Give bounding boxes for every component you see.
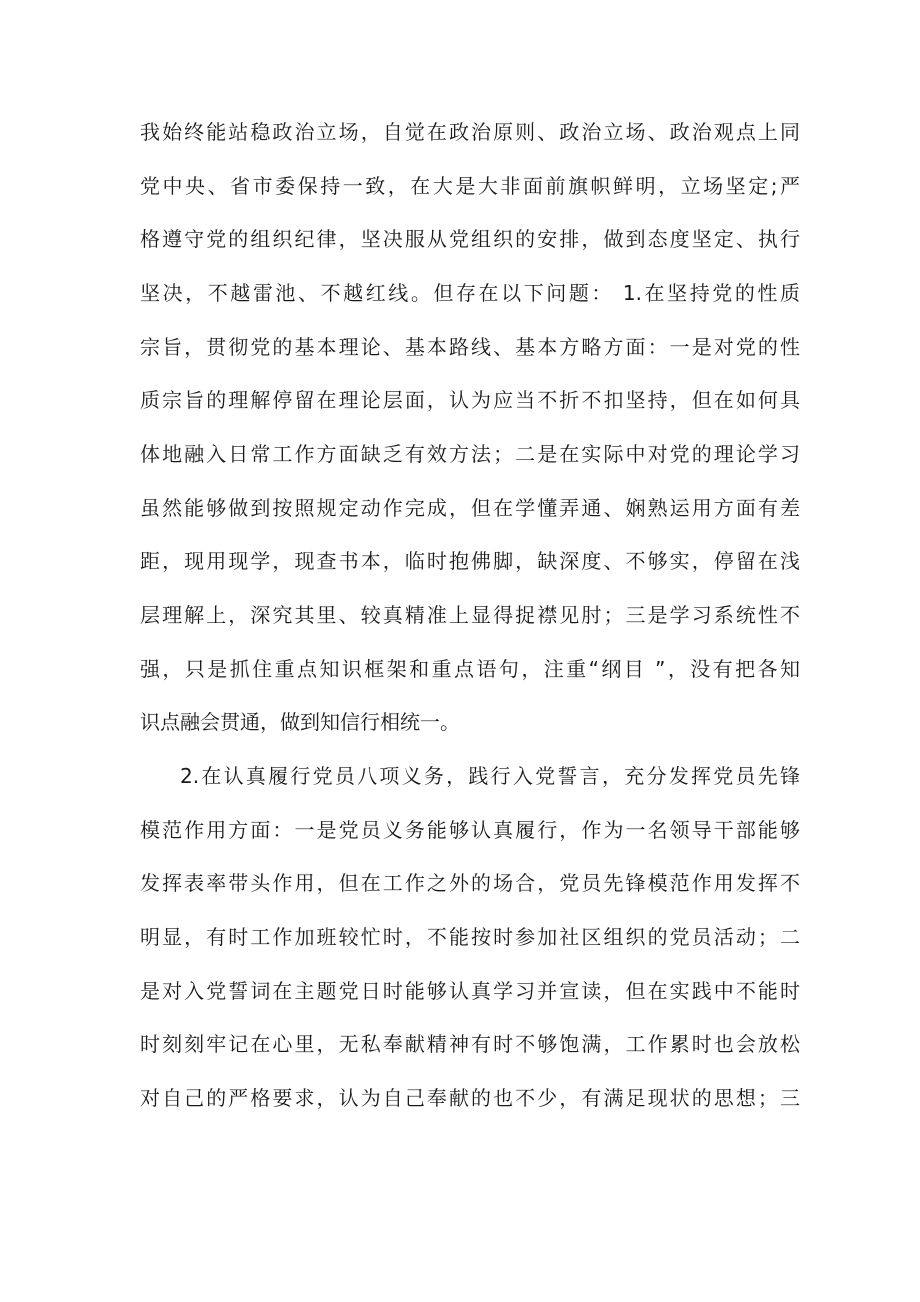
text-line: 层理解上，深究其里、较真精准上显得捉襟见肘；三是学习系统性不	[140, 603, 800, 627]
text-line: 明显，有时工作加班较忙时，不能按时参加社区组织的党员活动；二	[140, 925, 800, 949]
text-line: 党中央、省市委保持一致，在大是大非面前旗帜鲜明，立场坚定;严	[140, 174, 800, 198]
text-line: 坚决，不越雷池、不越红线。但存在以下问题： 1.在坚持党的性质	[140, 281, 800, 305]
text-line: 强，只是抓住重点知识框架和重点语句，注重“纲目 ”，没有把各知	[140, 657, 800, 681]
text-line: 质宗旨的理解停留在理论层面，认为应当不折不扣坚持，但在如何具	[140, 388, 800, 412]
text-line: 2.在认真履行党员八项义务，践行入党誓言，充分发挥党员先锋	[180, 764, 800, 788]
text-line: 发挥表率带头作用，但在工作之外的场合，党员先锋模范作用发挥不	[140, 871, 800, 895]
text-line: 宗旨，贯彻党的基本理论、基本路线、基本方略方面：一是对党的性	[140, 335, 800, 359]
text-line: 模范作用方面：一是党员义务能够认真履行，作为一名领导干部能够	[140, 818, 800, 842]
text-line: 体地融入日常工作方面缺乏有效方法；二是在实际中对党的理论学习	[140, 442, 800, 466]
text-line: 我始终能站稳政治立场，自觉在政治原则、政治立场、政治观点上同	[140, 120, 800, 144]
text-line: 识点融会贯通，做到知信行相统一。	[140, 710, 460, 734]
text-line: 是对入党誓词在主题党日时能够认真学习并宣读，但在实践中不能时	[140, 979, 800, 1003]
text-line: 时刻刻牢记在心里，无私奉献精神有时不够饱满，工作累时也会放松	[140, 1032, 800, 1056]
text-line: 格遵守党的组织纪律，坚决服从党组织的安排，做到态度坚定、执行	[140, 227, 800, 251]
text-line: 距，现用现学，现查书本，临时抱佛脚，缺深度、不够实，停留在浅	[140, 549, 800, 573]
text-line: 对自己的严格要求，认为自己奉献的也不少，有满足现状的思想；三	[140, 1086, 800, 1110]
text-line: 虽然能够做到按照规定动作完成，但在学懂弄通、娴熟运用方面有差	[140, 496, 800, 520]
